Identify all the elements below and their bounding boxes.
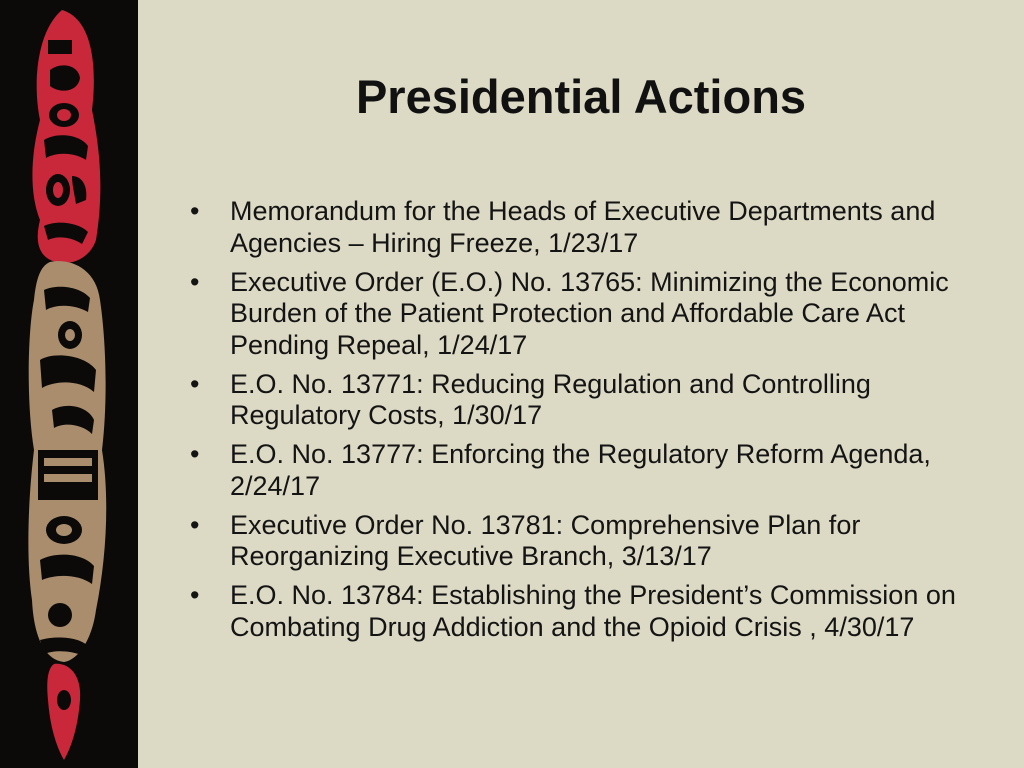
bullet-icon: • [190, 580, 200, 610]
totem-pole-art-icon [0, 0, 138, 768]
list-item [190, 267, 990, 362]
list-item-text: Executive Order No. 13781: Comprehensive Plan for Reorganizing Executive Branch, 3/13/17 [230, 509, 861, 571]
list-item-text: Memorandum for the Heads of Executive Departments and Agencies – Hiring Freeze, 1/23/17 [230, 196, 936, 258]
list-item [190, 510, 990, 573]
list-item [190, 580, 990, 643]
totem-pole-graphic [0, 0, 138, 768]
list-item [190, 369, 990, 432]
list-item-text: E.O. No. 13777: Enforcing the Regulatory Reform Agenda, 2/24/17 [230, 439, 931, 501]
bullet-list [190, 196, 990, 651]
bullet-icon: • [190, 439, 200, 469]
list-item-text: E.O. No. 13784: Establishing the President’s Commission on Combating Drug Addiction and the Opioid Crisis , 4/30/17 [230, 580, 956, 642]
list-item-text: E.O. No. 13771: Reducing Regulation and Controlling Regulatory Costs, 1/30/17 [230, 368, 871, 430]
bullet-icon: • [190, 509, 200, 540]
bullet-icon: • [190, 368, 200, 399]
slide-title: Presidential Actions [355, 70, 807, 123]
list-item [190, 439, 990, 502]
list-item [190, 196, 990, 259]
bullet-icon: • [190, 266, 200, 297]
list-item-text: Executive Order (E.O.) No. 13765: Minimizing the Economic Burden of the Patient Protection and Affordable Care Act Pending Repeal, 1/24/17 [230, 266, 949, 360]
bullet-icon: • [190, 196, 200, 226]
